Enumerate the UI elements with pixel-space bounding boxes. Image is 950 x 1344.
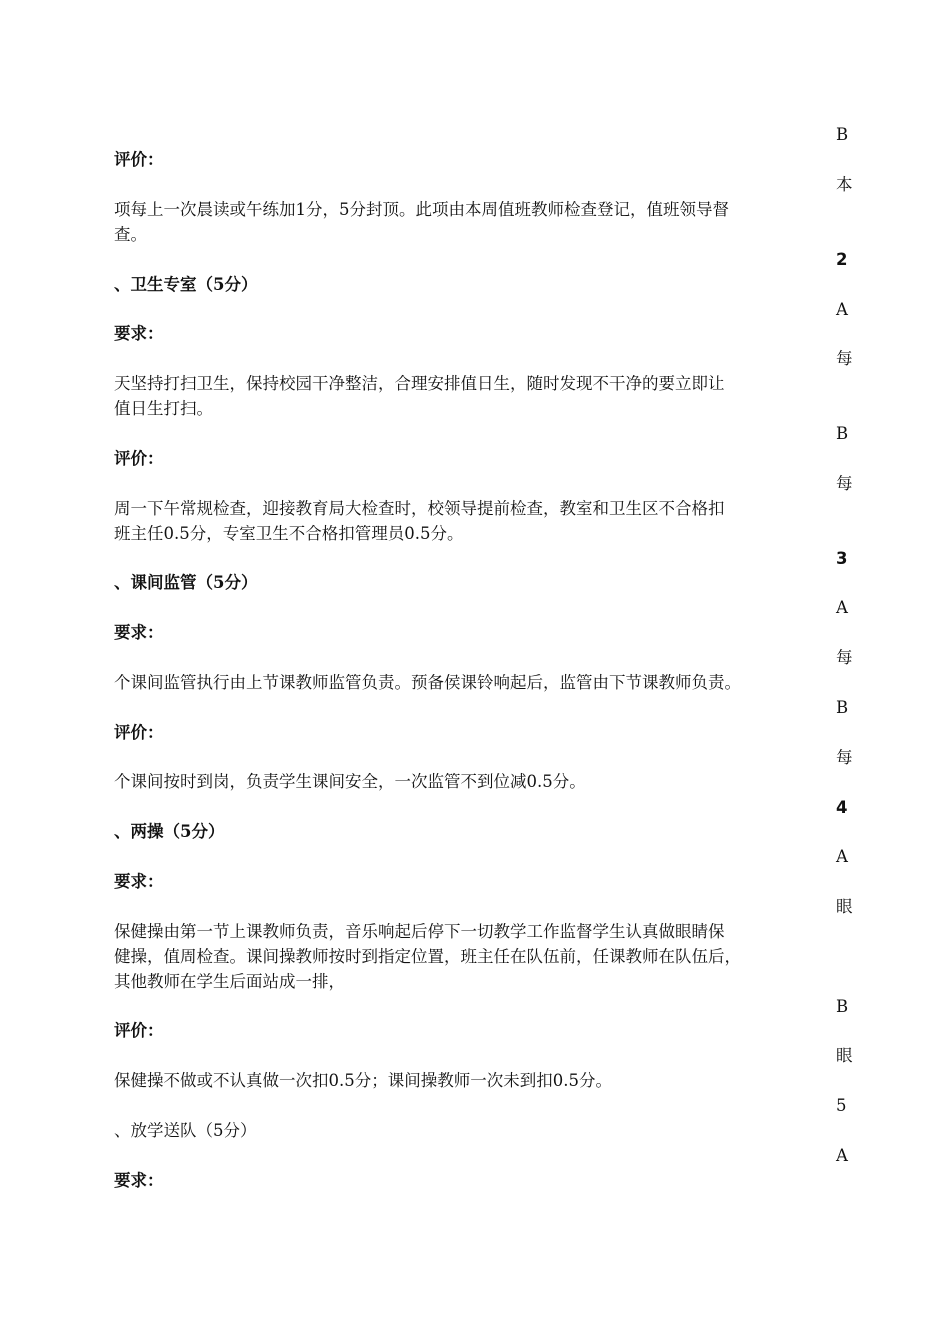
- margin-marker: A: [836, 1146, 848, 1165]
- eval-label: 评价：: [114, 1021, 164, 1040]
- paragraph-line: 查。: [114, 225, 147, 244]
- margin-marker: 每: [836, 748, 853, 767]
- margin-marker: 每: [836, 474, 853, 493]
- req-label: 要求：: [114, 872, 164, 891]
- paragraph-line: 天坚持打扫卫生，保持校园干净整洁，合理安排值日生，随时发现不干净的要立即让: [114, 374, 725, 393]
- paragraph-line: 保健操不做或不认真做一次扣0.5分；课间操教师一次未到扣0.5分。: [114, 1071, 612, 1090]
- req-label: 要求：: [114, 324, 164, 343]
- req-label: 要求：: [114, 623, 164, 642]
- paragraph-line: 个课间监管执行由上节课教师监管负责。预备侯课铃响起后，监管由下节课教师负责。: [114, 673, 741, 692]
- margin-marker: B: [836, 424, 849, 443]
- paragraph-line: 值日生打扫。: [114, 399, 213, 418]
- paragraph-line: 班主任0.5分，专室卫生不合格扣管理员0.5分。: [114, 524, 464, 543]
- margin-marker: A: [836, 300, 848, 319]
- margin-marker: A: [836, 847, 848, 866]
- margin-marker: B: [836, 125, 849, 144]
- eval-label: 评价：: [114, 449, 164, 468]
- section-heading: 、放学送队（5分）: [114, 1121, 257, 1140]
- section-heading: 、课间监管（5分）: [114, 573, 258, 592]
- section-heading: 、卫生专室（5分）: [114, 275, 258, 294]
- paragraph-line: 健操，值周检查。课间操教师按时到指定位置，班主任在队伍前，任课教师在队伍后，: [114, 947, 741, 966]
- margin-marker: 4: [836, 798, 848, 817]
- paragraph-line: 保健操由第一节上课教师负责，音乐响起后停下一切教学工作监督学生认真做眼睛保: [114, 922, 725, 941]
- margin-marker: 每: [836, 349, 853, 368]
- section-heading: 、两操（5分）: [114, 822, 225, 841]
- paragraph-line: 其他教师在学生后面站成一排，: [114, 972, 345, 991]
- margin-marker: 3: [836, 549, 848, 568]
- paragraph-line: 项每上一次晨读或午练加1分，5分封顶。此项由本周值班教师检查登记，值班领导督: [114, 200, 729, 219]
- margin-marker: B: [836, 997, 849, 1016]
- margin-marker: 2: [836, 250, 848, 269]
- eval-label: 评价：: [114, 150, 164, 169]
- margin-marker: 5: [836, 1096, 847, 1115]
- margin-marker: 每: [836, 648, 853, 667]
- margin-marker: 本: [836, 175, 853, 194]
- margin-marker: 眼: [836, 1046, 853, 1065]
- eval-label: 评价：: [114, 723, 164, 742]
- req-label: 要求：: [114, 1171, 164, 1190]
- margin-marker: B: [836, 698, 849, 717]
- paragraph-line: 周一下午常规检查，迎接教育局大检查时，校领导提前检查，教室和卫生区不合格扣: [114, 499, 725, 518]
- paragraph-line: 个课间按时到岗，负责学生课间安全，一次监管不到位减0.5分。: [114, 772, 586, 791]
- margin-marker: A: [836, 598, 848, 617]
- margin-marker: 眼: [836, 897, 853, 916]
